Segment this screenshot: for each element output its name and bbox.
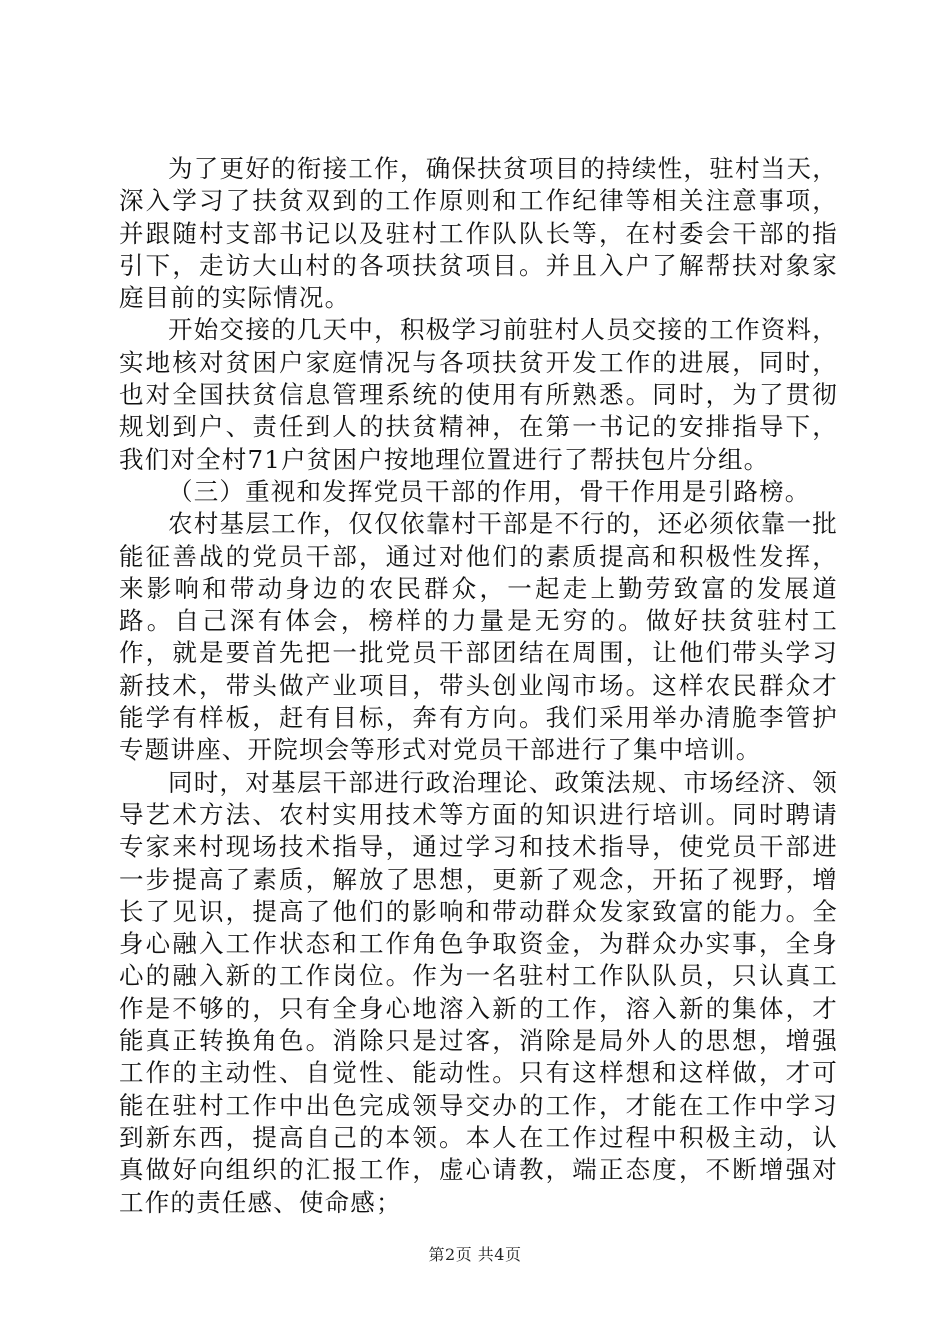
section-heading: （三）重视和发挥党员干部的作用，骨干作用是引路榜。: [168, 476, 811, 506]
document-body: [119, 153, 838, 1219]
paragraph-1: 为了更好的衔接工作，确保扶贫项目的持续性，驻村当天，深入学习了扶贫双到的工作原则和工作纪律等相关注意事项，并跟随村支部书记以及驻村工作队队长等，在村委会干部的指引下，走访大山村的各项扶贫项目。并且入户了解帮扶对象家庭目前的实际情况。: [119, 154, 838, 313]
paragraph-4: 同时，对基层干部进行政治理论、政策法规、市场经济、领导艺术方法、农村实用技术等方面的知识进行培训。同时聘请专家来村现场技术指导，通过学习和技术指导，使党员干部进一步提高了素质，解放了思想，更新了观念，开拓了视野，增长了见识，提高了他们的影响和带动群众发家致富的能力。全身心融入工作状态和工作角色争取资金，为群众办实事，全身心的融入新的工作岗位。作为一名驻村工作队队员，只认真工作是不够的，只有全身心地溶入新的工作，溶入新的集体，才能真正转换角色。消除只是过客，消除是局外人的思想，增强工作的主动性、自觉性、能动性。只有这样想和这样做，才可能在驻村工作中出色完成领导交办的工作，才能在工作中学习到新东西，提高自己的本领。本人在工作过程中积极主动，认真做好向组织的汇报工作，虚心请教，端正态度，不断增强对工作的责任感、使命感；: [119, 767, 838, 1217]
paragraph-3: 农村基层工作，仅仅依靠村干部是不行的，还必须依靠一批能征善战的党员干部，通过对他们的素质提高和积极性发挥，来影响和带动身边的农民群众，一起走上勤劳致富的发展道路。自己深有体会，榜样的力量是无穷的。做好扶贫驻村工作，就是要首先把一批党员干部团结在周围，让他们带头学习新技术，带头做产业项目，带头创业闯市场。这样农民群众才能学有样板，赶有目标，奔有方向。我们采用举办清脆李管护专题讲座、开院坝会等形式对党员干部进行了集中培训。: [119, 509, 838, 765]
page-number-footer: 第2页 共4页: [428, 1245, 522, 1264]
paragraph-2: 开始交接的几天中，积极学习前驻村人员交接的工作资料，实地核对贫困户家庭情况与各项扶贫开发工作的进展，同时，也对全国扶贫信息管理系统的使用有所熟悉。同时，为了贯彻规划到户、责任到人的扶贫精神，在第一书记的安排指导下，我们对全村71户贫困户按地理位置进行了帮扶包片分组。: [119, 315, 838, 474]
